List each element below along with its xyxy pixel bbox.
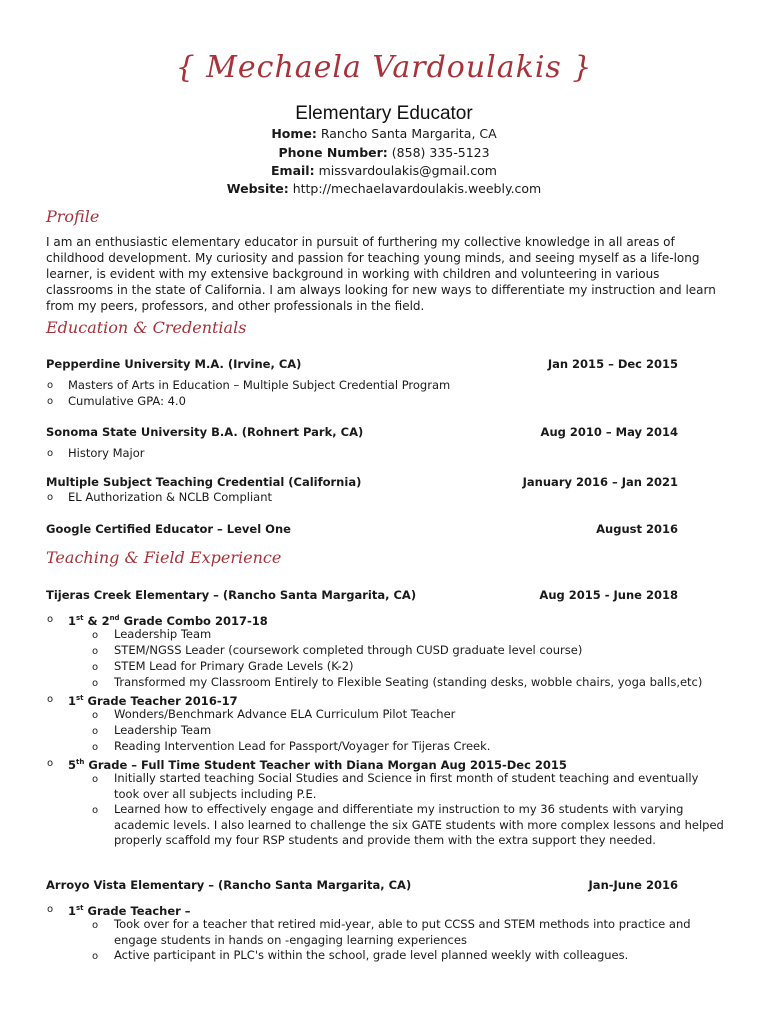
list-item: Transformed my Classroom Entirely to Flexible Seating (standing desks, wobble chairs, yoga balls,etc)	[114, 675, 703, 689]
bullet-icon: o	[47, 904, 54, 915]
bullet-icon: o	[92, 662, 99, 673]
job-entry: Tijeras Creek Elementary – (Rancho Santa Margarita, CA) Aug 2015 - June 2018	[46, 588, 678, 602]
list-item: Reading Intervention Lead for Passport/Voyager for Tijeras Creek.	[114, 739, 491, 753]
list-item: Active participant in PLC's within the school, grade level planned weekly with colleagues.	[114, 948, 629, 962]
list-item: STEM/NGSS Leader (coursework completed through CUSD graduate level course)	[114, 643, 583, 657]
list-item: Leadership Team	[114, 627, 212, 641]
role-heading: 5th Grade – Full Time Student Teacher with Diana Morgan Aug 2015-Dec 2015	[68, 757, 567, 772]
bullet-icon: o	[92, 920, 99, 931]
bullet-icon: o	[92, 678, 99, 689]
bullet-icon: o	[47, 380, 54, 391]
bullet-icon: o	[47, 614, 54, 625]
bullet-icon: o	[47, 758, 54, 769]
list-item: EL Authorization & NCLB Compliant	[68, 490, 273, 504]
profile-heading: Profile	[46, 207, 100, 226]
bullet-icon: o	[92, 774, 99, 785]
list-item: Cumulative GPA: 4.0	[68, 394, 186, 408]
bullet-icon: o	[47, 448, 54, 459]
role-heading: 1st & 2nd Grade Combo 2017-18	[68, 613, 268, 628]
contact-home: Home: Rancho Santa Margarita, CA	[271, 126, 497, 141]
bullet-icon: o	[92, 630, 99, 641]
role-heading: 1st Grade Teacher 2016-17	[68, 693, 238, 708]
list-item: Took over for a teacher that retired mid-year, able to put CCSS and STEM methods into practice and engage students in hands on -engaging learning experiences	[114, 917, 691, 947]
bullet-icon: o	[92, 646, 99, 657]
list-item: Wonders/Benchmark Advance ELA Curriculum Pilot Teacher	[114, 707, 456, 721]
list-item: Learned how to effectively engage and differentiate my instruction to my 36 students with varying academic levels. I also learned to challenge the six GATE students with more complex lessons and helped properly scaffold my four RSP students and provide them with the extra support they needed.	[114, 802, 724, 847]
contact-phone: Phone Number: (858) 335-5123	[278, 145, 490, 160]
role-heading: 1st Grade Teacher –	[68, 903, 191, 918]
list-item: History Major	[68, 446, 145, 460]
list-item: Leadership Team	[114, 723, 212, 737]
profile-text: I am an enthusiastic elementary educator in pursuit of furthering my collective knowledge in all areas of childhood development. My curiosity and passion for teaching young minds, and seeing myself as a life-long learner, is evident with my extensive background in working with children and volunteering in various classrooms in the state of California. I am always looking for new ways to differentiate my instruction and learn from my peers, professors, and other professionals in the field.	[46, 235, 716, 313]
education-entry: Sonoma State University B.A. (Rohnert Park, CA) Aug 2010 – May 2014	[46, 425, 678, 439]
contact-email: Email: missvardoulakis@gmail.com	[271, 163, 497, 178]
experience-heading: Teaching & Field Experience	[46, 548, 282, 567]
bullet-icon: o	[92, 710, 99, 721]
bullet-icon: o	[92, 742, 99, 753]
bullet-icon: o	[47, 694, 54, 705]
education-entry: Pepperdine University M.A. (Irvine, CA) Jan 2015 – Dec 2015	[46, 357, 678, 371]
education-heading: Education & Credentials	[46, 318, 247, 337]
bullet-icon: o	[92, 951, 99, 962]
education-entry: Google Certified Educator – Level One August 2016	[46, 522, 678, 536]
bullet-icon: o	[92, 805, 99, 816]
job-entry: Arroyo Vista Elementary – (Rancho Santa Margarita, CA) Jan-June 2016	[46, 878, 678, 892]
list-item: Initially started teaching Social Studies and Science in first month of student teaching and eventually took over all subjects including P.E.	[114, 771, 699, 801]
candidate-title: Elementary Educator	[295, 103, 473, 124]
candidate-name: { Mechaela Vardoulakis }	[175, 50, 593, 85]
bullet-icon: o	[92, 726, 99, 737]
bullet-icon: o	[47, 492, 54, 503]
contact-website: Website: http://mechaelavardoulakis.weebly.com	[226, 181, 542, 196]
list-item: STEM Lead for Primary Grade Levels (K-2)	[114, 659, 354, 673]
education-entry: Multiple Subject Teaching Credential (California) January 2016 – Jan 2021	[46, 475, 678, 489]
list-item: Masters of Arts in Education – Multiple Subject Credential Program	[68, 378, 451, 392]
bullet-icon: o	[47, 396, 54, 407]
